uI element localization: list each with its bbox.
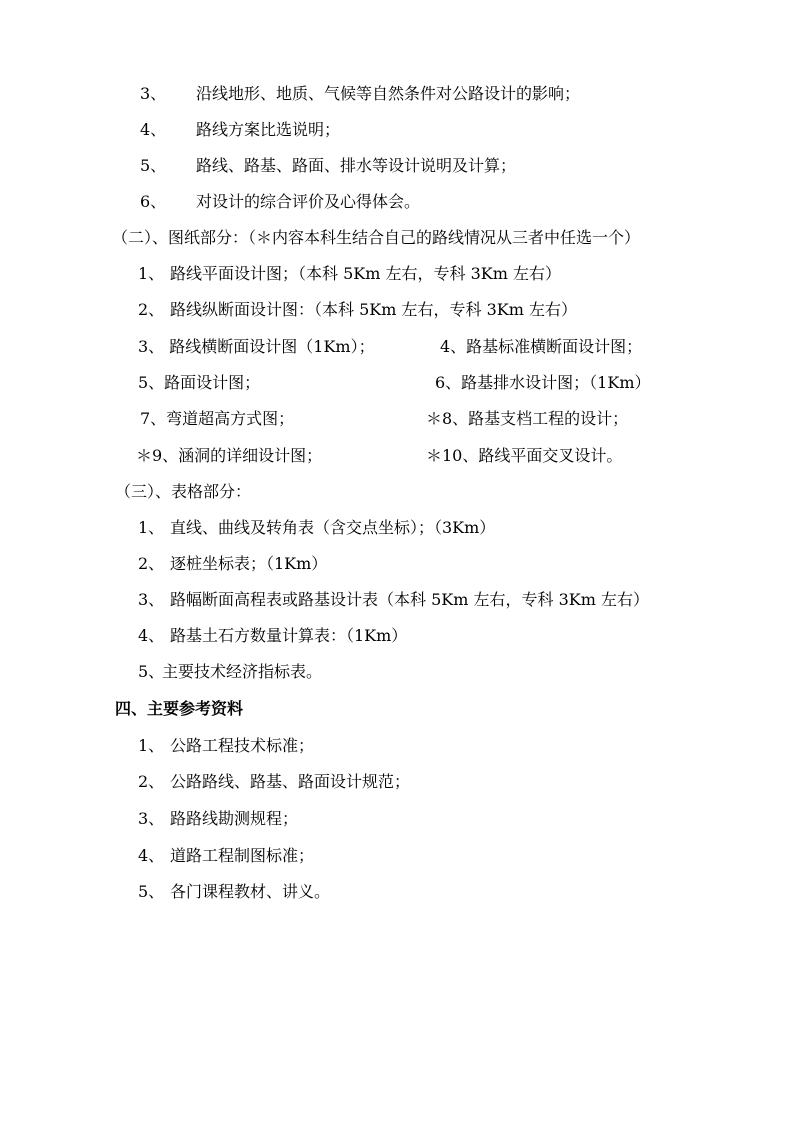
table-item-1 [138, 518, 495, 538]
item-number: 5、 [138, 662, 165, 681]
drawing-item-4: 4、路基标准横断面设计图； [440, 337, 643, 356]
item-text: 路线方案比选说明； [196, 120, 341, 139]
drawing-item-5: 5、路面设计图； [138, 373, 261, 392]
item-text: 路线纵断面设计图：（本科 5Km 左右，专科 3Km 左右） [170, 300, 577, 319]
table-item-4 [138, 626, 407, 646]
item-text: 路基土石方数量计算表：（1Km） [170, 626, 408, 645]
reference-item-3 [138, 809, 298, 829]
item-text: 沿线地形、地质、气候等自然条件对公路设计的影响； [196, 84, 581, 103]
item-number: 4、 [138, 626, 165, 645]
item-number: 3、 [138, 590, 165, 609]
reference-item-2 [138, 772, 410, 792]
table-item-2 [138, 554, 327, 574]
reference-item-4 [138, 846, 314, 866]
item-text: 路路线勘测规程； [170, 809, 299, 828]
item-number: 2、 [138, 300, 165, 319]
drawing-item-2 [138, 300, 577, 320]
tables-heading: （三）、表格部分： [115, 482, 252, 501]
item-text: 路线、路基、路面、排水等设计说明及计算； [196, 156, 517, 175]
item-text: 各门课程教材、讲义。 [170, 882, 331, 901]
item-number: 1、 [138, 518, 165, 537]
item-number: 1、 [138, 736, 165, 755]
item-text: 路幅断面高程表或路基设计表（本科 5Km 左右，专科 3Km 左右） [170, 590, 649, 609]
item-number: 1、 [138, 264, 165, 283]
drawing-item-10: ＊10、路线平面交叉设计。 [426, 446, 623, 465]
table-item-3 [138, 590, 649, 610]
report-item-3 [140, 84, 580, 104]
drawings-heading: （二）、图纸部分：（＊内容本科生结合自己的路线情况从三者中任选一个） [112, 228, 641, 247]
drawing-item-8: ＊8、路基支档工程的设计； [426, 409, 629, 428]
table-item-5 [138, 662, 322, 682]
item-number: 2、 [138, 554, 165, 573]
drawing-item-6: 6、路基排水设计图；（1Km） [435, 373, 651, 392]
item-text: 逐桩坐标表；（1Km） [170, 554, 328, 573]
item-text: 对设计的综合评价及心得体会。 [196, 192, 421, 211]
reference-item-1 [138, 736, 314, 756]
drawing-item-9: ＊9、涵洞的详细设计图； [136, 446, 323, 465]
item-number: 4、 [138, 846, 165, 865]
report-item-6 [140, 192, 420, 212]
item-text: 公路工程技术标准； [170, 736, 315, 755]
report-item-5 [140, 156, 516, 176]
item-text: 公路路线、路基、路面设计规范； [170, 772, 411, 791]
item-text: 路线平面设计图；（本科 5Km 左右，专科 3Km 左右） [170, 264, 561, 283]
item-text: 直线、曲线及转角表（含交点坐标）；（3Km） [170, 518, 496, 537]
item-number: 3、 [140, 84, 167, 103]
item-number: 4、 [140, 120, 167, 139]
item-text: 主要技术经济指标表。 [162, 662, 323, 681]
item-number: 3、 [138, 809, 165, 828]
item-number: 5、 [138, 882, 165, 901]
drawing-item-1 [138, 264, 561, 284]
report-item-4 [140, 120, 340, 140]
reference-item-5 [138, 882, 330, 902]
drawing-item-3: 3、 路线横断面设计图（1Km）； [138, 337, 375, 356]
item-number: 5、 [140, 156, 167, 175]
item-text: 道路工程制图标准； [170, 846, 315, 865]
item-number: 2、 [138, 772, 165, 791]
drawing-item-7: 7、弯道超高方式图； [140, 409, 295, 428]
item-number: 6、 [140, 192, 167, 211]
references-heading: 四、主要参考资料 [115, 699, 244, 718]
